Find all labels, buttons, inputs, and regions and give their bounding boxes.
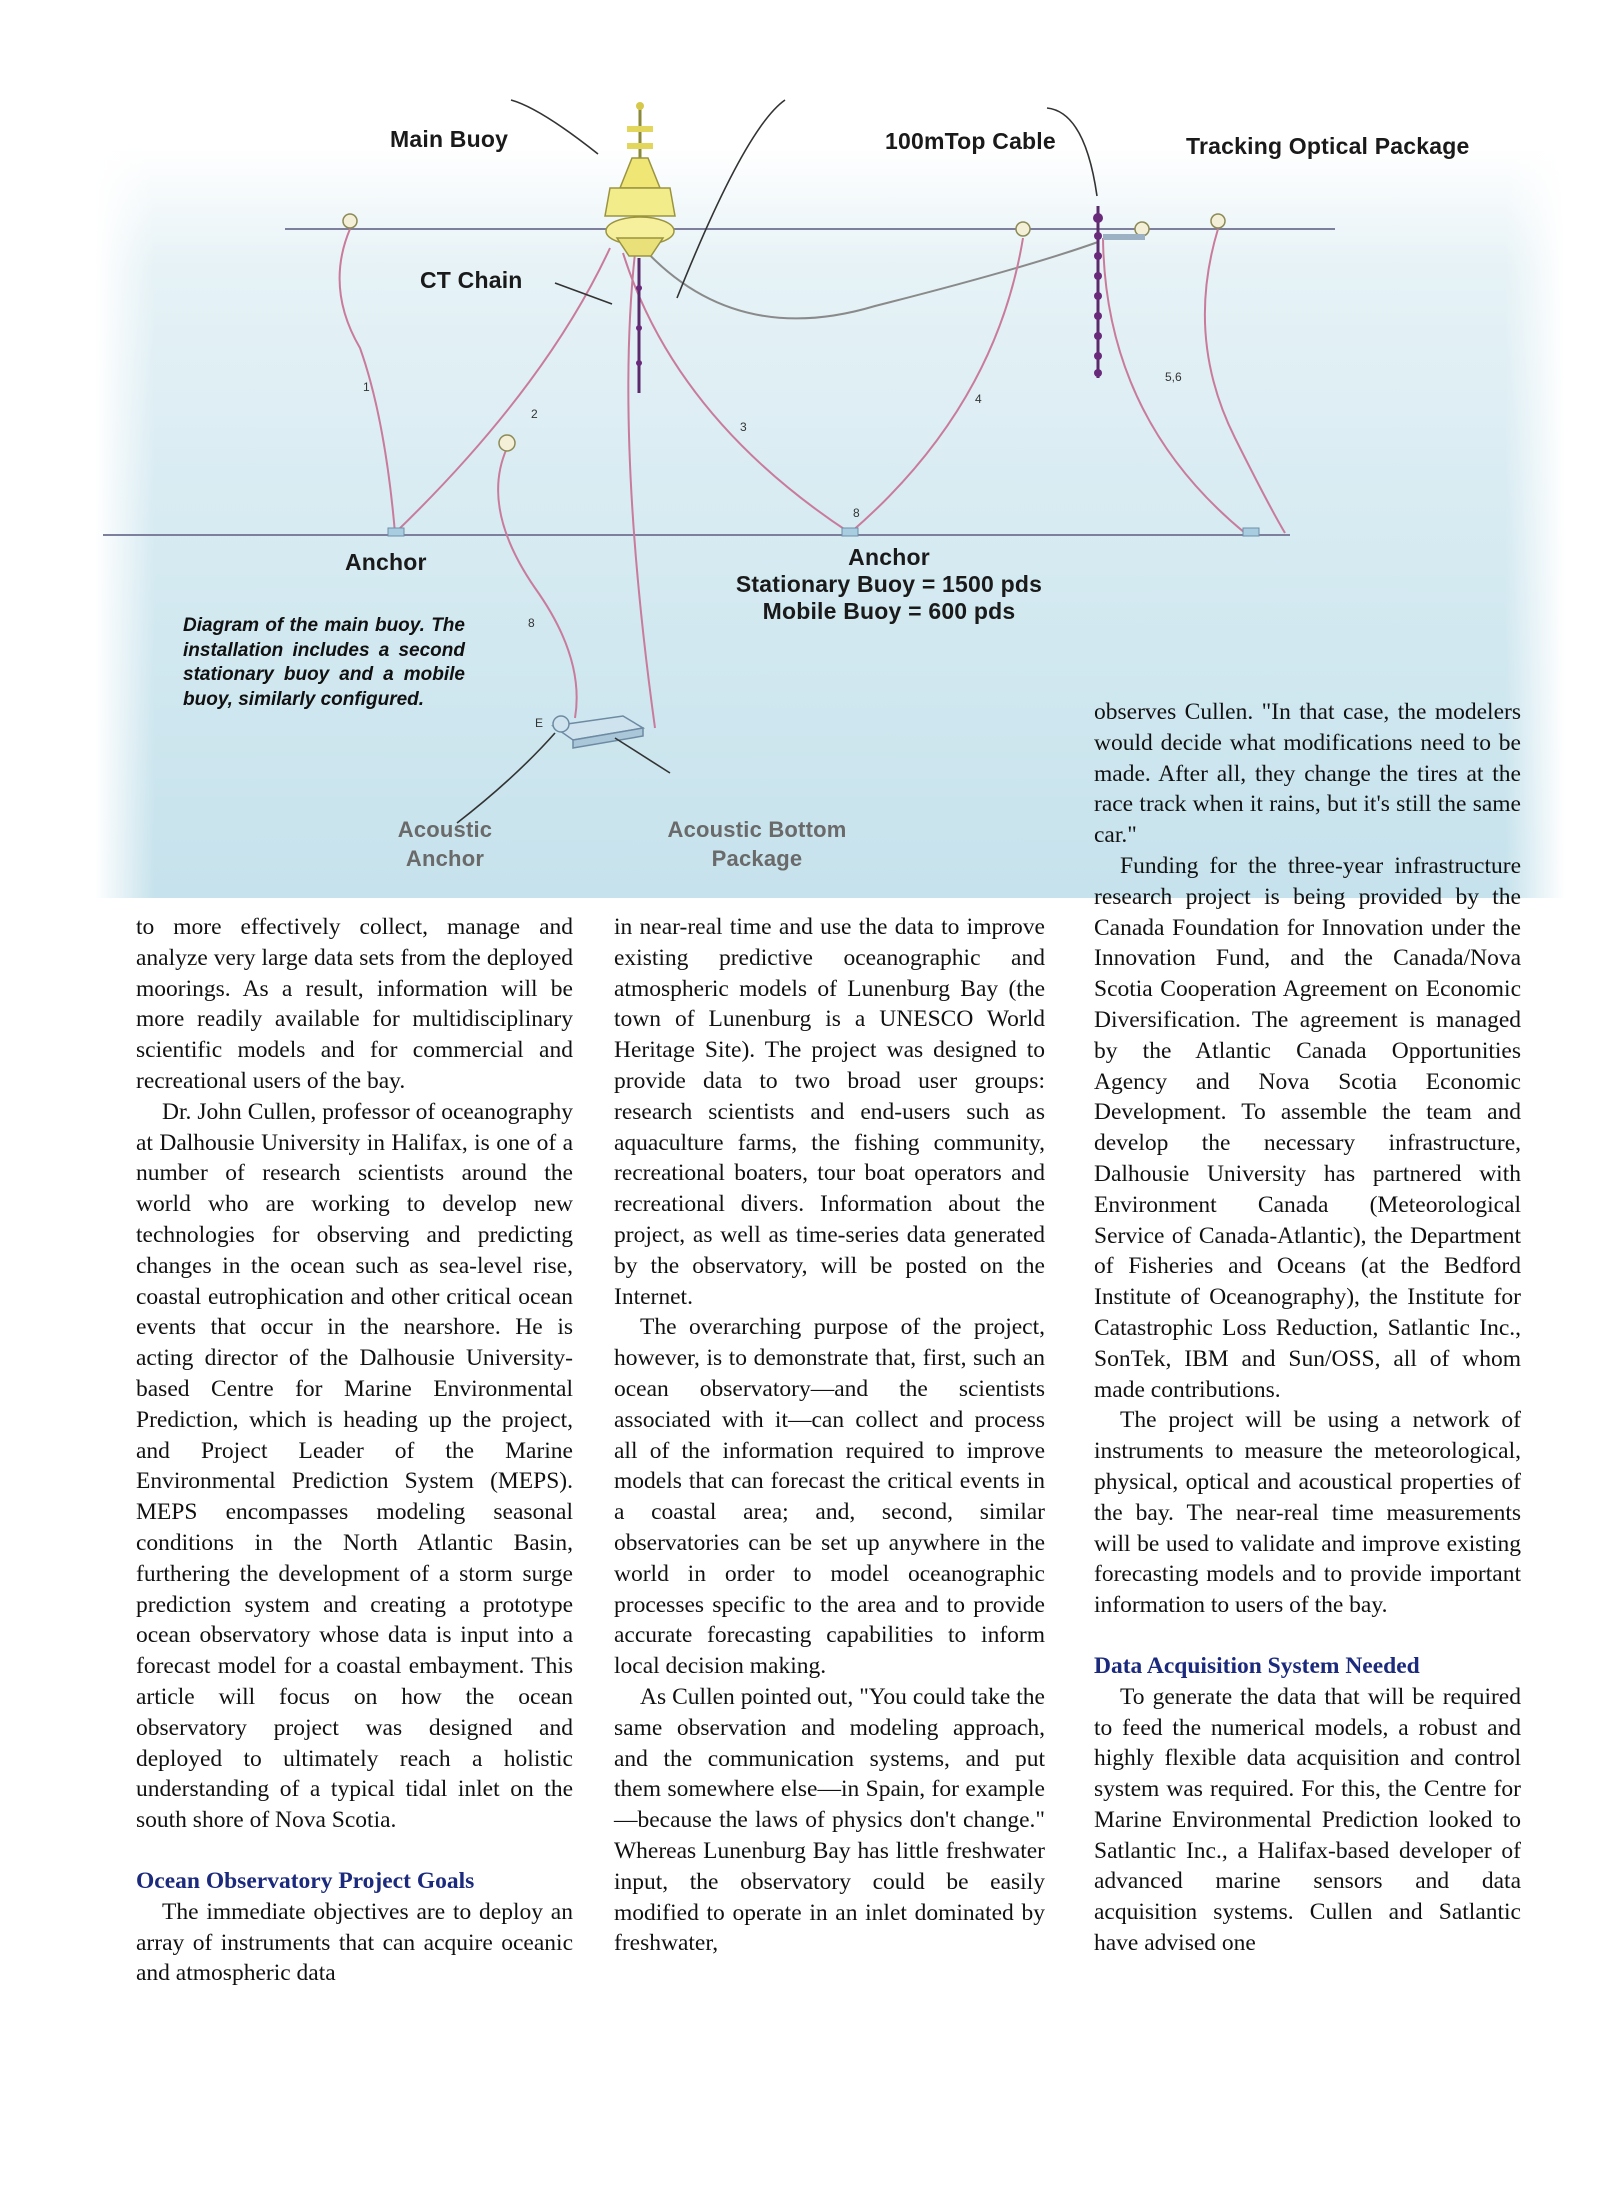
label-tracking-optical-package: Tracking Optical Package [1186, 133, 1470, 159]
section-heading-data-acquisition: Data Acquisition System Needed [1094, 1652, 1420, 1679]
label-acoustic-bottom-line1: Acoustic Bottom [667, 817, 847, 842]
line-number-8-right: 8 [853, 506, 860, 520]
line-number-2: 2 [531, 407, 538, 421]
acoustic-anchor-label-block [385, 815, 505, 873]
col3-paragraph-1: observes Cullen. "In that case, the modelers would decide what modifications need to be made. After all, they change the tires at the race track when it rains, but it's still the same car." [1094, 699, 1521, 849]
col2-paragraph-3: As Cullen pointed out, "You could take the same observation and modeling approach, and the communication systems, and put them somewhere else—in Spain, for example—because the laws of physics don't change." Whereas Lunenburg Bay has little freshwater input, the observatory could be easily modified to operate in an inlet dominated by freshwater, [614, 1683, 1045, 1957]
label-anchor-right: Anchor [848, 544, 930, 570]
label-top-cable: 100mTop Cable [885, 128, 1056, 154]
acoustic-bottom-label-block [627, 815, 887, 873]
label-stationary-buoy: Stationary Buoy = 1500 pds [735, 571, 1043, 597]
col3-paragraph-3: The project will be using a network of instruments to measure the meteorological, physical, optical and acoustical properties of the bay. The near-real time measurements will be used to validate and improve existing forecasting models and to provide important information to users of the bay. [1094, 1407, 1521, 1619]
text-column-3 [1094, 697, 1521, 1959]
label-ct-chain: CT Chain [420, 267, 523, 293]
text-column-2 [614, 912, 1045, 1959]
label-main-buoy: Main Buoy [390, 126, 509, 152]
label-acoustic-bottom-line2: Package [711, 846, 803, 871]
col1-paragraph-3: The immediate objectives are to deploy an array of instruments that can acquire oceanic and atmospheric data [136, 1898, 573, 1987]
label-anchor-left: Anchor [345, 549, 427, 575]
line-number-1: 1 [363, 380, 370, 394]
text-column-1 [136, 912, 573, 1989]
label-acoustic-anchor-line2: Anchor [405, 846, 485, 871]
col2-paragraph-2: The overarching purpose of the project, however, is to demonstrate that, first, such an ocean observatory—and the scientists associated with it—can collect and process all of the information required to improve models that can forecast the critical events in a coastal area; and, second, similar observatories can be set up anywhere in the world in order to model oceanographic processes specific to the area and to provide accurate forecasting capabilities to inform local decision making. [614, 1314, 1045, 1680]
line-letter-e: E [535, 716, 544, 730]
label-acoustic-anchor-line1: Acoustic [397, 817, 493, 842]
col1-paragraph-2: Dr. John Cullen, professor of oceanography at Dalhousie University in Halifax, is one of a number of research scientists around the world who are working to develop new technologies for observing and predicting changes in the ocean such as sea-level rise, coastal eutrophication and other critical ocean events that occur in the nearshore. He is acting director of the Dalhousie University-based Centre for Marine Environmental Prediction, which is heading up the project, and Project Leader of the Marine Environmental Prediction System (MEPS). MEPS encompasses modeling seasonal conditions in the North Atlantic Basin, furthering the development of a storm surge prediction system and creating a prototype ocean observatory whose data is input into a forecast model for a coastal embayment. This article will focus on how the ocean observatory project was designed and deployed to ultimately reach a holistic understanding of a typical tidal inlet on the south shore of Nova Scotia. [136, 1098, 573, 1834]
section-heading-project-goals: Ocean Observatory Project Goals [136, 1867, 475, 1894]
figure-caption: Diagram of the main buoy. The installation includes a second stationary buoy and a mobile buoy, similarly configured. [183, 615, 465, 710]
col3-paragraph-2: Funding for the three-year infrastructure research project is being provided by the Canada Foundation for Innovation under the Innovation Fund, and the Canada/Nova Scotia Cooperation Agreement on Economic Diversification. The agreement is managed by the Atlantic Canada Opportunities Agency and Nova Scotia Economic Development. To assemble the team and develop the necessary infrastructure, Dalhousie University has partnered with Environment Canada (Meteorological Service of Canada-Atlantic), the Department of Fisheries and Oceans (at the Bedford Institute of Oceanography), the Institute for Catastrophic Loss Reduction, Satlantic Inc., SonTek, IBM and Sun/OSS, all of whom made contributions. [1094, 852, 1521, 1403]
line-number-3: 3 [740, 420, 747, 434]
line-number-8-left: 8 [528, 616, 535, 630]
col3-paragraph-4: To generate the data that will be required to feed the numerical models, a robust and highly flexible data acquisition and control system was required. For this, the Centre for Marine Environmental Prediction looked to Satlantic Inc., a Halifax-based developer of advanced marine sensors and data acquisition systems. Cullen and Satlantic have advised one [1094, 1683, 1521, 1957]
label-mobile-buoy: Mobile Buoy = 600 pds [762, 598, 1016, 624]
anchor-weights-block [679, 544, 1099, 625]
line-number-4: 4 [975, 392, 982, 406]
line-number-5-6: 5,6 [1165, 370, 1182, 384]
col1-paragraph-1: to more effectively collect, manage and analyze very large data sets from the deployed moorings. As a result, information will be more readily available for multidisciplinary scientific models and for commercial and recreational users of the bay. [136, 914, 573, 1094]
col2-paragraph-1: in near-real time and use the data to improve existing predictive oceanographic and atmospheric models of Lunenburg Bay (the town of Lunenburg is a UNESCO World Heritage Site). The project was designed to provide data to two broad user groups: research scientists and end-users such as aquaculture farms, the fishing community, recreational boaters, tour boat operators and recreational divers. Information about the project, as well as time-series data generated by the observatory, will be posted on the Internet. [614, 914, 1045, 1310]
